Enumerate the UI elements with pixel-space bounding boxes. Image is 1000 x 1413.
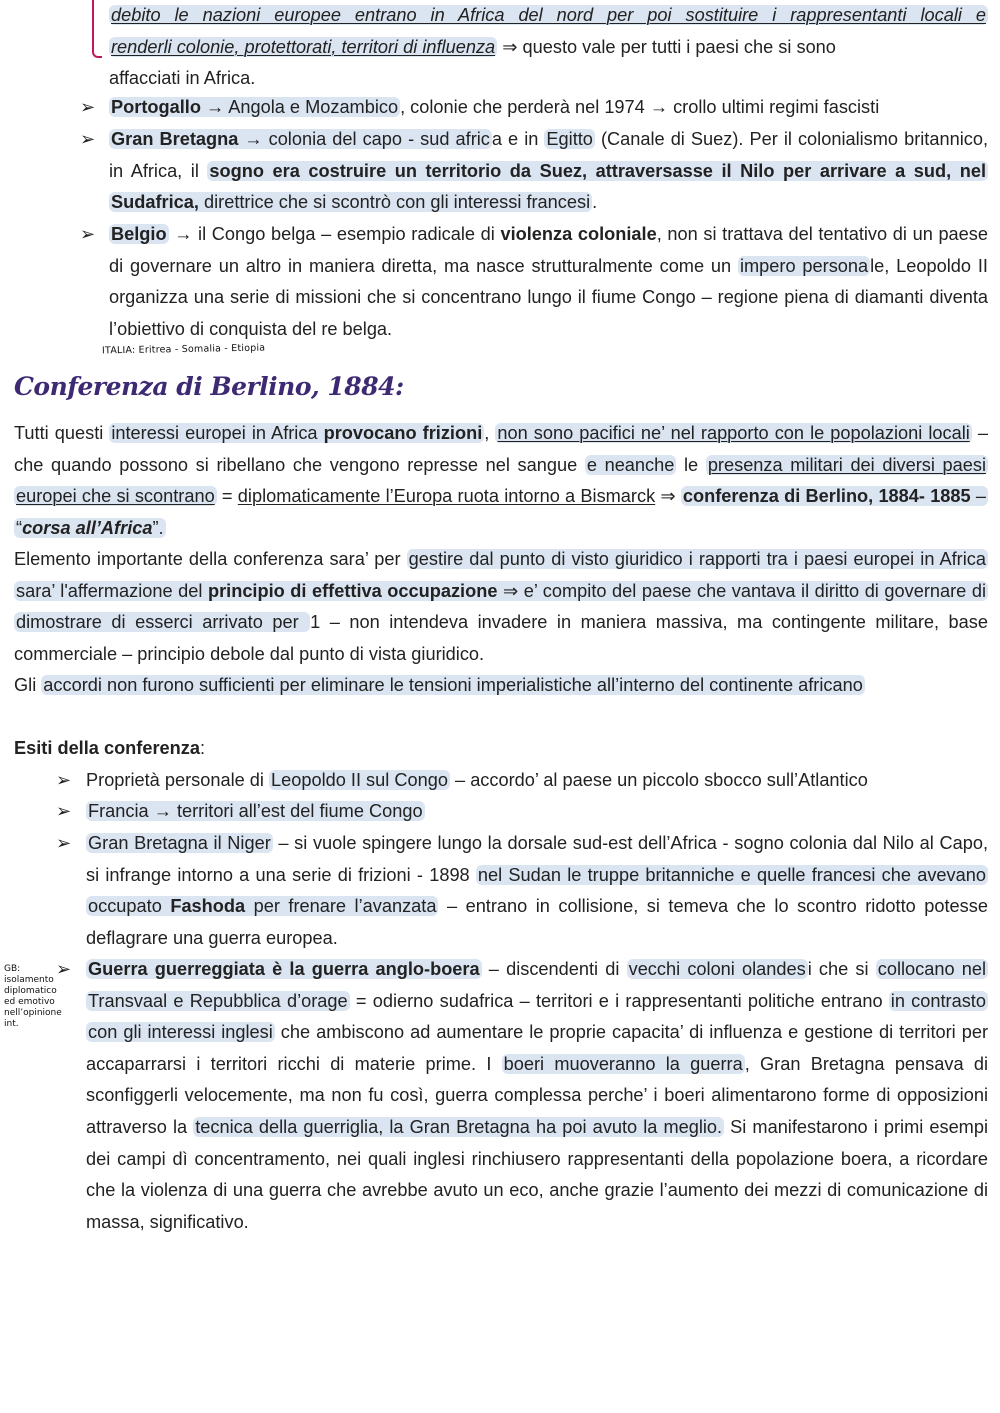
esito-gb-text-1: – si vuole spingere lungo la dorsale sud-est dell’Africa - sogno colonia dal Nilo al Capo, si infrange intorno a una serie di frizioni - 1898 (86, 833, 989, 885)
conf1-text-2: , (484, 423, 496, 443)
esito-gran-bretagna (86, 828, 988, 954)
conf1-underline-presenza: presenza militari dei diversi paesi europei che si scontrano (16, 454, 987, 507)
gb-highlight-direttrice: direttrice che si scontrò con gli interessi francesi (198, 192, 591, 213)
conf1-text-4: le (676, 454, 706, 475)
boeri-highlight-contrasto: in contrasto con gli interessi inglesi (88, 990, 986, 1043)
gb-label: Gran Bretagna (111, 129, 239, 149)
leopoldo-highlight: Leopoldo II sul Congo (271, 770, 448, 790)
boeri-text-3: = odierno sudafrica – territori e i rappresentanti politiche entrano (349, 990, 889, 1011)
belgio-text-3: le, Leopoldo II organizza una serie di missioni che si concentrano lungo il fiume Congo – regione piena di diamanti diventa l’obiettivo di conquista del re belga. (109, 255, 988, 339)
intro-line-2-highlight: renderli colonie, protettorati, territori di influenza (111, 36, 496, 57)
hand-gb-line: diplomatico (4, 986, 57, 996)
esito-gb-text-2: – entrano in collisione, si temeva che lo scontro ridotto potesse deflagrare una guerra europea. (86, 896, 988, 948)
gb-highlight-sogno: sogno era costruire un territorio da Suez, attraversasse il Nilo per arrivare a sud, nel Sudafrica, (111, 160, 986, 213)
esito-gb-highlight-niger: Gran Bretagna il Niger (88, 833, 271, 853)
conf1-corsa-africa: corsa all’Africa (22, 517, 153, 538)
boeri-text-2: i che si (807, 959, 876, 979)
handwritten-note-gb (4, 964, 76, 1030)
gb-text-2: (Canale di Suez). Per il colonialismo britannico, in Africa, il (109, 129, 988, 181)
bullet-arrow-icon: ➢ (56, 770, 72, 790)
conference-paragraph-3 (14, 670, 988, 702)
section-title: Conferenza di Berlino, 1884: (14, 372, 404, 401)
intro-line-2-rest: ⇒ questo vale per tutti i paesi che si sono (497, 36, 836, 57)
boeri-highlight-guerra: Guerra guerreggiata è la guerra anglo-boera (88, 959, 480, 979)
boeri-text-1: – discendenti di (481, 959, 627, 979)
bullet-gran-bretagna (109, 124, 988, 219)
boeri-highlight-muoveranno: boeri muoveranno la guerra (503, 1053, 743, 1074)
esiti-label: Esiti della conferenza (14, 738, 200, 758)
conf1-text-5: = (216, 486, 238, 507)
belgio-label: Belgio (111, 224, 167, 244)
conference-paragraph-1 (14, 418, 988, 544)
margin-bracket-mark (92, 0, 102, 58)
esiti-heading (14, 733, 988, 765)
boeri-text-5: , Gran Bretagna pensava di sconfiggerli velocemente, ma non fu così, guerra complessa perche’ i boeri alimentarono forme di opposizioni attraverso la (86, 1053, 988, 1137)
leopoldo-text-2: – accordo’ al paese un piccolo sbocco sull’Atlantico (449, 770, 868, 790)
hand-gb-line: GB: (4, 964, 21, 974)
bullet-arrow-icon: ➢ (80, 224, 96, 244)
conf1-text-3: – che quando possono si ribellano che vengono represse nel sangue (14, 423, 988, 475)
bullet-arrow-icon: ➢ (80, 129, 96, 149)
boeri-highlight-transvaal: collocano nel Transvaal e Repubblica d’orage (88, 959, 987, 1011)
belgio-highlight-impero: impero persona (739, 255, 869, 276)
conf1-frizioni: provocano frizioni (323, 423, 483, 443)
conf1-text-8: ”. (152, 517, 164, 538)
conf1-text-1: Tutti questi (14, 423, 110, 443)
gb-text-1: a e in (491, 129, 545, 149)
belgio-violenza: violenza coloniale (500, 224, 657, 244)
conf2-highlight-gestire: gestire dal punto di visto giuridico i rapporti tra i paesi europei in Africa sara’ l'affermazione del (16, 549, 986, 601)
bullet-arrow-icon: ➢ (80, 97, 96, 117)
gb-highlight-1: → colonia del capo - sud afric (238, 129, 490, 149)
hand-gb-line: int. (4, 1019, 19, 1029)
boeri-highlight-coloni: vecchi coloni olandes (628, 959, 806, 979)
conf3-highlight-accordi: accordi non furono sufficienti per eliminare le tensioni imperialistiche all’interno del continente africano (43, 675, 863, 695)
esiti-colon: : (199, 738, 206, 758)
belgio-text-2: , non si trattava del tentativo di un paese di governare un altro in maniera diretta, ma nasce strutturalmente come un (109, 224, 989, 276)
conf1-text-7: – “ (16, 486, 987, 538)
conf1-underline-pacifici: non sono pacifici ne’ nel rapporto con le popolazioni locali (497, 423, 970, 443)
intro-paragraph (109, 0, 988, 95)
francia-highlight: Francia → territori all’est del fiume Congo (88, 801, 423, 821)
esito-francia (86, 796, 988, 828)
esito-gb-highlight-sudan: nel Sudan le truppe britanniche e quelle francesi che avevano occupato (88, 864, 986, 917)
intro-line-3: affacciati in Africa. (109, 68, 256, 89)
boeri-text-6: Si manifestarono i primi esempi dei campi dì concentramento, nei quali inglesi rinchiusero rappresentanti della popolazione boera, a ricordare che la violenza di una guerra che avrebbe avuto un eco, anche grazie l’aumento dei mezzi di comunicazione di massa, significativo. (86, 1116, 988, 1232)
boeri-highlight-guerriglia: tecnica della guerriglia, la Gran Bretagna ha poi avuto la meglio. (195, 1116, 723, 1137)
boeri-text-4: che ambiscono ad aumentare le proprie capacita’ di influenza e gestione di territori per accaparrarsi i territori ricchi di materie prime. I (86, 1022, 988, 1074)
gb-highlight-egitto: Egitto (546, 129, 593, 149)
conf1-conferenza-bold: conferenza di Berlino, 1884- 1885 (682, 486, 971, 507)
portogallo-rest: , colonie che perderà nel 1974 → crollo ultimi regimi fascisti (400, 97, 880, 117)
conf1-highlight-neanche: e neanche (586, 454, 675, 475)
conf2-text-2: 1 – non intendeva invadere in maniera massiva, ma contingente militare, base commerciale – principio debole dal punto di vista giuridico. (14, 612, 988, 664)
bullet-portogallo (109, 92, 988, 124)
portogallo-label: Portogallo (111, 97, 201, 117)
hand-gb-line: isolamento (4, 975, 54, 985)
conf2-principio: principio di effettiva occupazione (207, 580, 498, 601)
portogallo-highlight: → Angola e Mozambico (200, 97, 399, 117)
gb-end: . (592, 192, 598, 213)
conf1-underline-bismarck: diplomaticamente l’Europa ruota intorno a Bismarck (237, 486, 656, 507)
intro-line-1: debito le nazioni europee entrano in Africa del nord per poi sostituire i rappresentanti locali e (111, 5, 986, 25)
handwritten-note-italia: ITALIA: Eritrea - Somalia - Etiopia (101, 342, 266, 357)
conf1-text-6: ⇒ (655, 486, 681, 507)
leopoldo-text-1: Proprietà personale di (86, 770, 269, 790)
esito-gb-fashoda: Fashoda (170, 896, 246, 917)
conf1-highlight-interessi: interessi europei in Africa (111, 423, 324, 443)
belgio-text-1: → il Congo belga – esempio radicale di (168, 224, 501, 244)
bullet-belgio (109, 219, 988, 345)
hand-gb-line: nell’opinione (4, 1008, 62, 1018)
bullet-arrow-icon: ➢ (56, 833, 72, 853)
bullet-arrow-icon: ➢ (56, 801, 72, 821)
esito-leopoldo (86, 765, 988, 797)
esito-gb-highlight-avanzata: per frenare l’avanzata (245, 896, 437, 917)
conference-paragraph-2 (14, 544, 988, 670)
conf3-text-1: Gli (14, 675, 42, 695)
esito-guerra-anglo-boera (86, 954, 988, 1238)
conf2-highlight-compito: ⇒ e’ compito del paese che vantava il diritto di governare di dimostrare di esserci arrivato per (16, 580, 986, 633)
hand-gb-line: ed emotivo (4, 997, 55, 1007)
conf2-text-1: Elemento importante della conferenza sara’ per (14, 549, 407, 569)
bullet-arrow-icon: ➢ (56, 959, 72, 979)
